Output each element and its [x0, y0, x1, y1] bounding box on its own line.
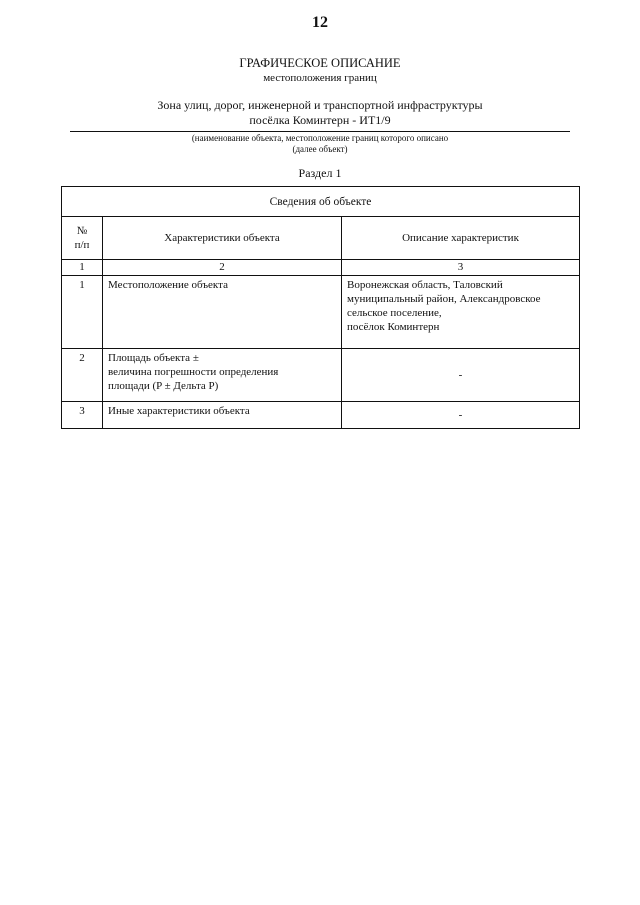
table-caption: Сведения об объекте [62, 187, 580, 217]
row-number: 1 [62, 276, 103, 349]
object-note-line-2: (далее объект) [292, 144, 348, 154]
title-block [60, 56, 580, 128]
row-number: 2 [62, 349, 103, 402]
table-caption-row [62, 187, 580, 217]
row-number: 3 [62, 402, 103, 429]
document-subtitle: местоположения границ [263, 72, 377, 84]
row-characteristic: Иные характеристики объекта [103, 402, 342, 429]
index-cell: 3 [342, 260, 580, 276]
object-info-table [61, 186, 580, 429]
section-label: Раздел 1 [298, 166, 342, 180]
table-row [62, 402, 580, 429]
row-characteristic: Местоположение объекта [103, 276, 342, 349]
object-name-line-1: Зона улиц, дорог, инженерной и транспортной инфраструктуры [157, 98, 483, 112]
table-header-row [62, 217, 580, 260]
object-note [60, 133, 580, 155]
row-characteristic: Площадь объекта ± величина погрешности определения площади (P ± Дельта P) [103, 349, 342, 402]
page-number: 12 [312, 14, 328, 31]
row-description: - [342, 402, 580, 429]
object-note-line-1: (наименование объекта, местоположение границ которого описано [191, 133, 449, 143]
header-number: № п/п [62, 217, 103, 260]
index-cell: 2 [103, 260, 342, 276]
table-row [62, 276, 580, 349]
row-description: Воронежская область, Таловский муниципальный район, Александровское сельское поселение, посёлок Коминтерн [342, 276, 580, 349]
table-row [62, 349, 580, 402]
object-name-underline [70, 131, 570, 132]
document-title: ГРАФИЧЕСКОЕ ОПИСАНИЕ [239, 56, 401, 70]
index-cell: 1 [62, 260, 103, 276]
object-name [60, 98, 580, 128]
row-description: - [342, 349, 580, 402]
header-description: Описание характеристик [342, 217, 580, 260]
object-name-line-2: посёлка Коминтерн - ИТ1/9 [249, 113, 391, 127]
table-index-row [62, 260, 580, 276]
header-characteristic: Характеристики объекта [103, 217, 342, 260]
